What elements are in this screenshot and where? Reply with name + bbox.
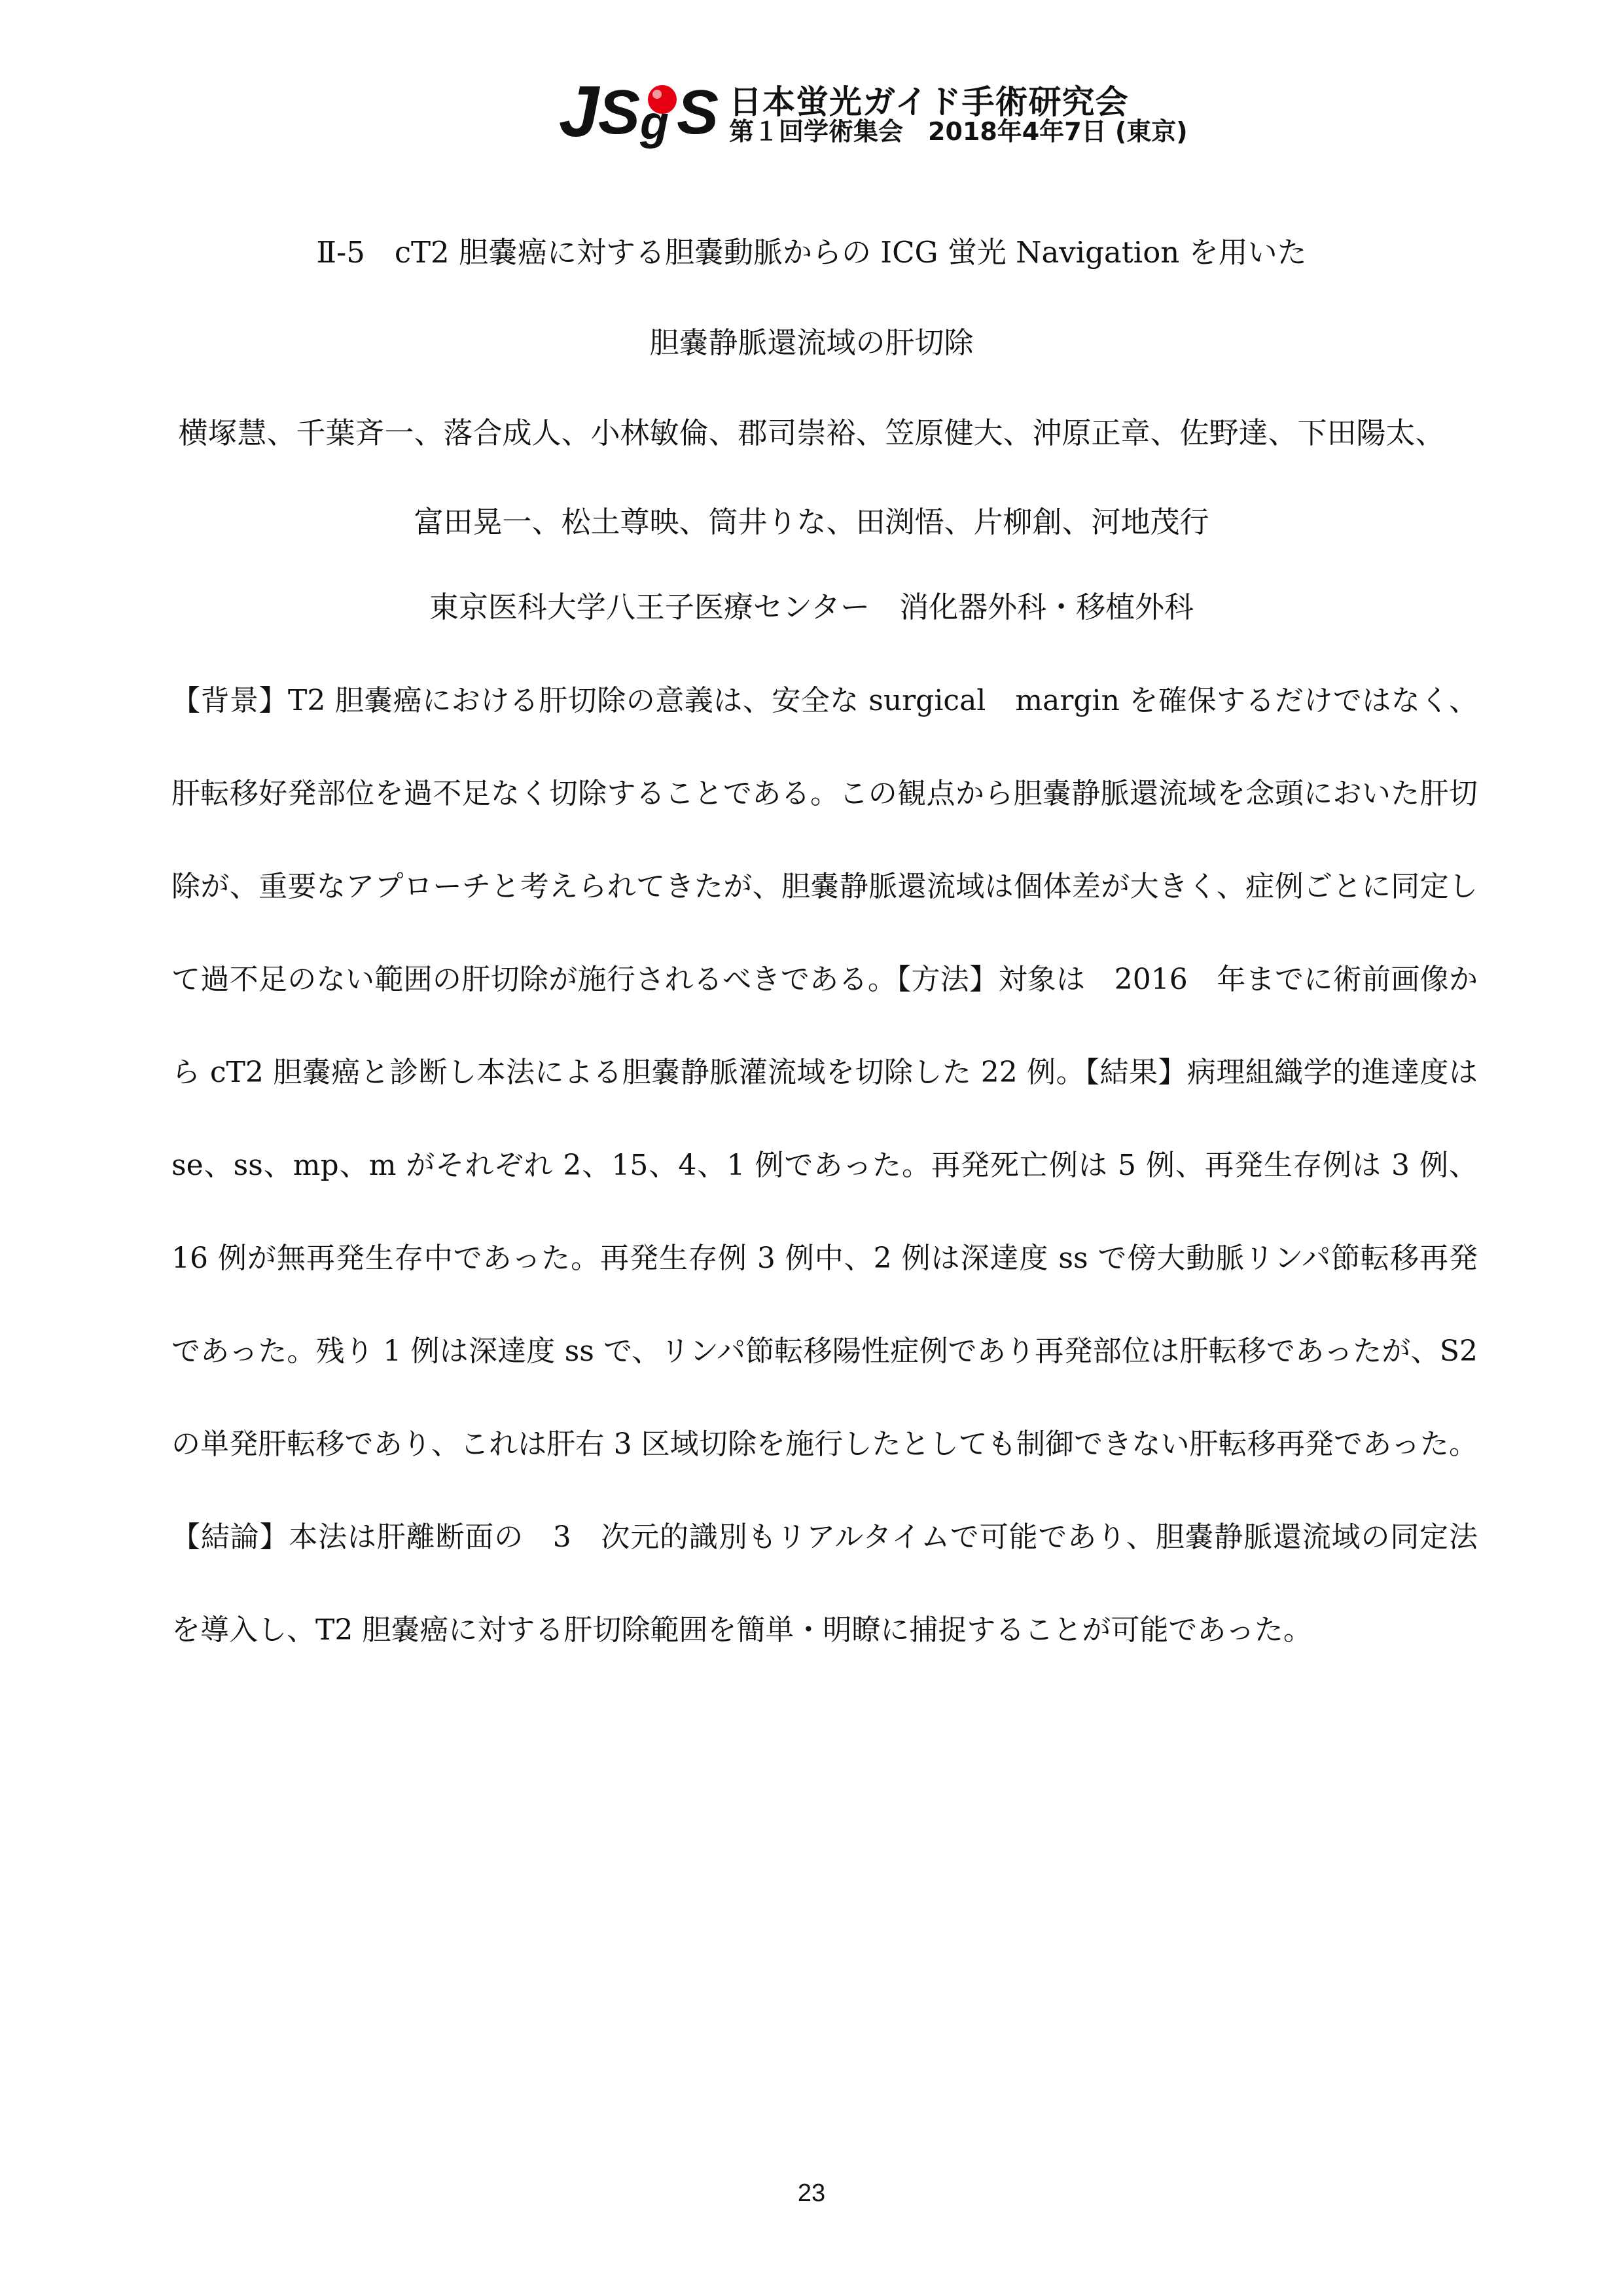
svg-text:S: S [677,77,719,147]
svg-text:J: J [559,71,599,149]
affiliation: 東京医科大学八王子医療センター 消化器外科・移植外科 [429,590,1194,624]
svg-text:S: S [598,77,641,147]
authors-line-1: 横塚慧、千葉斉一、落合成人、小林敏倫、郡司崇裕、笠原健大、沖原正章、佐野達、下田陽太、 [178,416,1445,450]
svg-text:g: g [640,97,669,149]
abstract-title-line-2: 胆嚢静脈還流域の肝切除 [649,325,974,360]
header [558,71,1188,149]
society-name: 日本蛍光ガイド手術研究会 [729,83,1129,121]
abstract-body: 【背景】T2 胆嚢癌における肝切除の意義は、安全な surgical margin を確保するだけではなく、肝転移好発部位を過不足なく切除することである。この観点から胆嚢静脈還流域を念頭においた肝切除が、重要なアプローチと考えられてきたが、胆嚢静脈還流域は個体差が大きく、症例ごとに同定して過不足のない範囲の肝切除が施行されるべきである。【方法】対象は 2016 年までに術前画像から cT2 胆嚢癌と診断し本法による胆嚢静脈灌流域を切除した 22 例。【結果】病理組織学的進達度は se、ss、mp、m がそれぞれ 2、15、4、1 例であった。再発死亡例は 5 例、再発生存例は 3 例、16 例が無再発生存中であった。再発生存例 3 例中、2 例は深達度 ss で傍大動脈リンパ節転移再発であった。残り 1 例は深達度 ss で、リンパ節転移陽性症例であり再発部位は肝転移であったが、S2 の単発肝転移であり、これは肝右 3 区域切除を施行したとしても制御できない肝転移再発であった。【結論】本法は肝離断面の 3 次元的識別もリアルタイムで可能であり、胆嚢静脈還流域の同定法を導入し、T2 胆嚢癌に対する肝切除範囲を簡単・明瞭に捕捉することが可能であった。 [171,684,1478,1647]
meeting-info: 第１回学術集会 2018年4年7日 (東京) [729,117,1188,146]
page-number: 23 [797,2179,826,2207]
authors-line-2: 富田晃一、松土尊映、筒井りな、田渕悟、片柳創、河地茂行 [414,505,1209,539]
abstract-title-line-1: Ⅱ-5 cT2 胆嚢癌に対する胆嚢動脈からの ICG 蛍光 Navigation を用いた [316,235,1307,270]
jsfgs-logo [558,71,721,149]
